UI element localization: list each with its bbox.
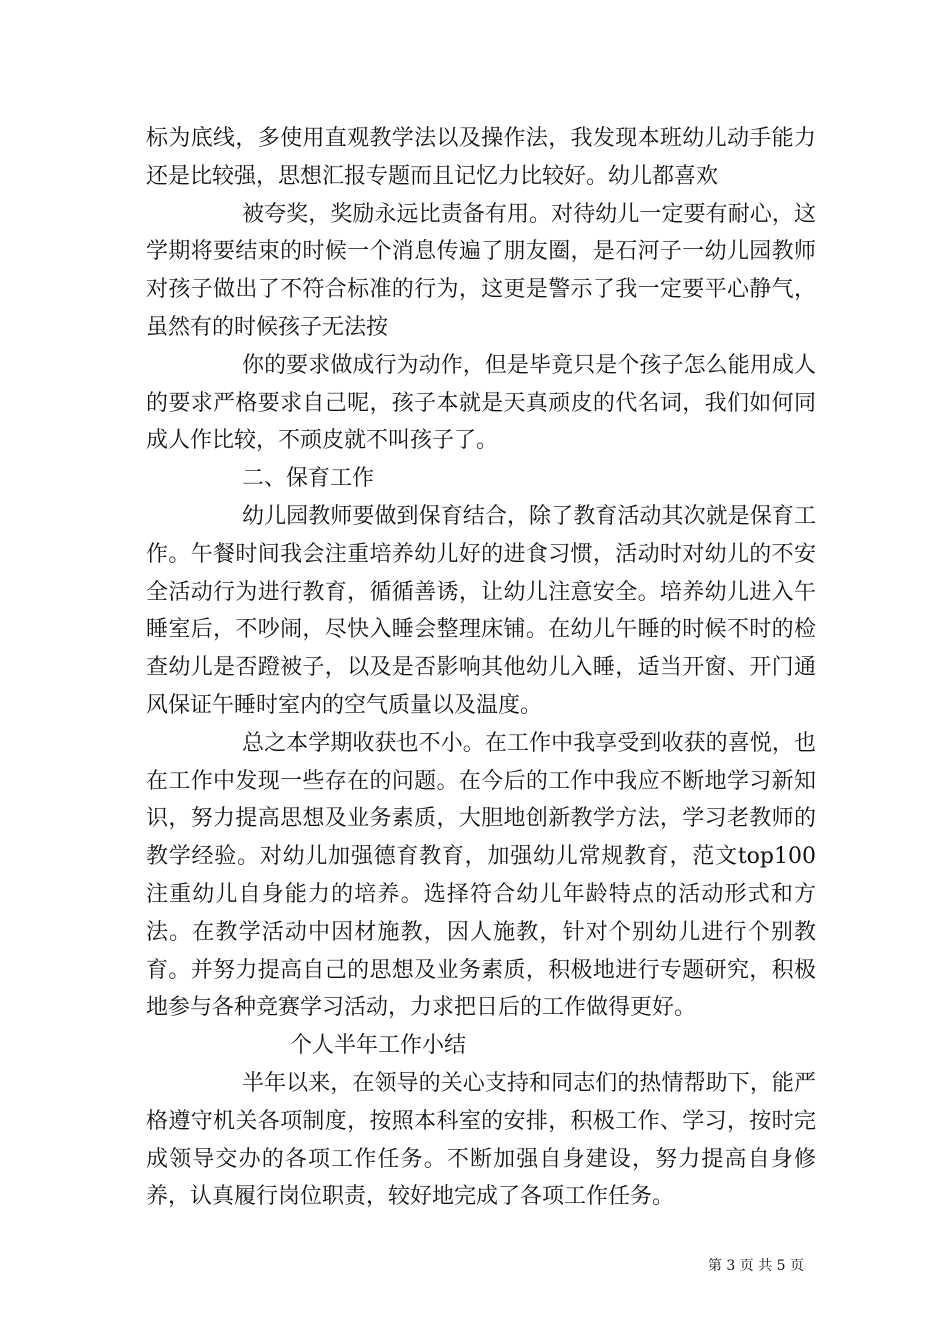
paragraph-half-year: 半年以来，在领导的关心支持和同志们的热情帮助下，能严格遵守机关各项制度，按照本科室的安排，积极工作、学习，按时完成领导交办的各项工作任务。不断加强自身建设，努力提高自身修养，认真履行岗位职责，较好地完成了各项工作任务。	[146, 1070, 816, 1210]
paragraph-praise: 被夸奖，奖励永远比责备有用。对待幼儿一定要有耐心，这学期将要结束的时候一个消息传遍了朋友圈，是石河子一幼儿园教师对孩子做出了不符合标准的行为，这更是警示了我一定要平心静气，虽然有的时候孩子无法按	[146, 201, 816, 340]
paragraph-childcare: 幼儿园教师要做到保育结合，除了教育活动其次就是保育工作。午餐时间我会注重培养幼儿好的进食习惯，活动时对幼儿的不安全活动行为进行教育，循循善诱，让幼儿注意安全。培养幼儿进入午睡室后，不吵闹，尽快入睡会整理床铺。在幼儿午睡的时候不时的检查幼儿是否蹬被子，以及是否影响其他幼儿入睡，适当开窗、开门通风保证午睡时室内的空气质量以及温度。	[146, 503, 816, 718]
body-text	[146, 120, 816, 1216]
section-heading-childcare: 二、保育工作	[242, 466, 375, 492]
document-title: 个人半年工作小结	[290, 1033, 467, 1059]
paragraph-summary: 总之本学期收获也不小。在工作中我享受到收获的喜悦，也在工作中发现一些存在的问题。在今后的工作中我应不断地学习新知识，努力提高思想及业务素质，大胆地创新教学方法，学习老教师的教学经验。对幼儿加强德育教育，加强幼儿常规教育，范文top100注重幼儿自身能力的培养。选择符合幼儿年龄特点的活动形式和方法。在教学活动中因材施教，因人施教，针对个别幼儿进行个别教育。并努力提高自己的思想及业务素质，积极地进行专题研究，积极地参与各种竞赛学习活动，力求把日后的工作做得更好。	[146, 730, 816, 1021]
page-number-footer: 第 3 页 共 5 页	[707, 1258, 804, 1274]
paragraph-continuation: 标为底线，多使用直观教学法以及操作法，我发现本班幼儿动手能力还是比较强，思想汇报专题而且记忆力比较好。幼儿都喜欢	[146, 126, 816, 189]
paragraph-requirements: 你的要求做成行为动作，但是毕竟只是个孩子怎么能用成人的要求严格要求自己呢，孩子本就是天真顽皮的代名词，我们如何同成人作比较，不顽皮就不叫孩子了。	[146, 352, 816, 454]
